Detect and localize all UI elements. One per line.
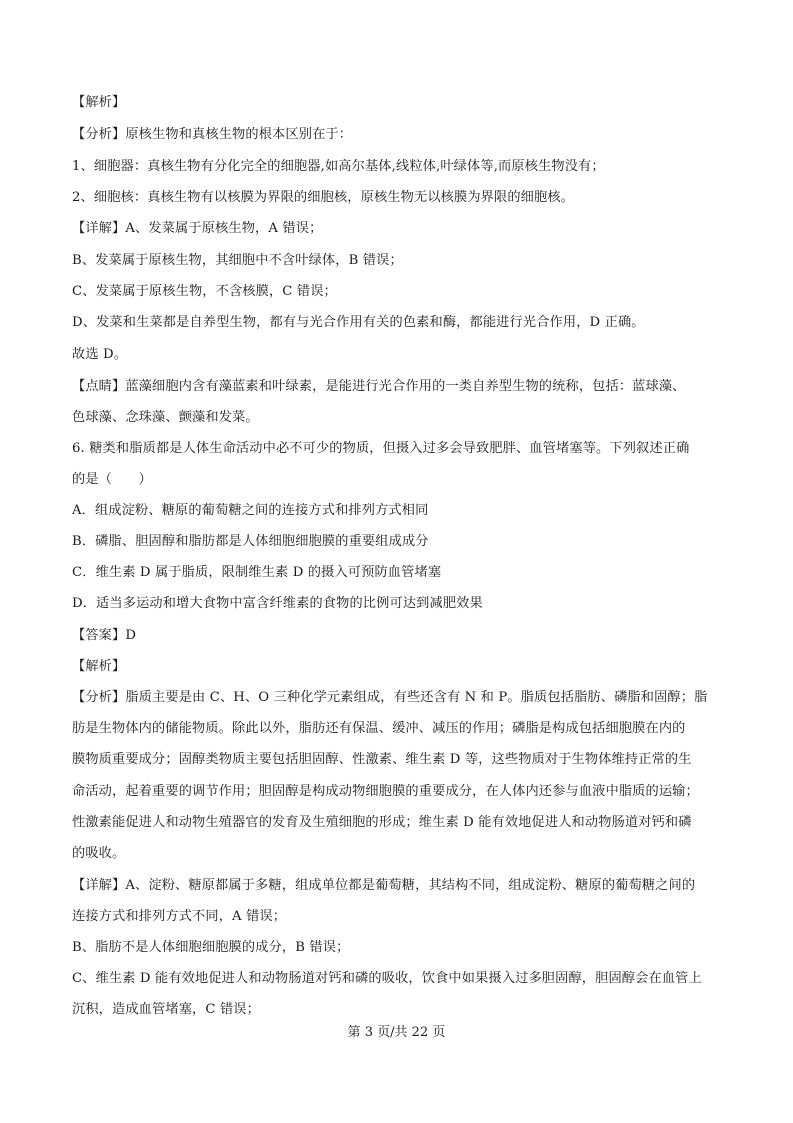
text-line: 命活动，起着重要的调节作用；胆固醇是构成动物细胞膜的重要成分，在人体内还参与血液中脂质的运输； <box>72 784 699 799</box>
question-stem: 的是（ ） <box>72 472 153 487</box>
page-footer: 第 3 页/共 22 页 <box>347 1025 446 1040</box>
text-line: 故选 D。 <box>72 347 128 362</box>
question-stem: 6. 糖类和脂质都是人体生命活动中必不可少的物质，但摄入过多会导致肥胖、血管堵塞等。下列叙述正确 <box>72 441 690 456</box>
text-line: 肪是生物体内的储能物质。除此以外，脂肪还有保温、缓冲、减压的作用；磷脂是构成包括细胞膜在内的 <box>72 721 686 736</box>
text-line: 【详解】A、淀粉、糖原都属于多糖，组成单位都是葡萄糖，其结构不同，组成淀粉、糖原的葡萄糖之间的 <box>72 878 696 893</box>
text-line: 膜物质重要成分；固醇类物质主要包括胆固醇、性激素、维生素 D 等，这些物质对于生物体维持正常的生 <box>72 752 692 767</box>
answer-line: 【答案】D <box>72 628 137 643</box>
text-line: 【点睛】蓝藻细胞内含有藻蓝素和叶绿素，是能进行光合作用的一类自养型生物的统称，包括：蓝球藻、 <box>72 379 686 394</box>
text-line: 【详解】A、发菜属于原核生物，A 错误； <box>72 221 323 236</box>
text-line: 1、细胞器：真核生物有分化完全的细胞器,如高尔基体,线粒体,叶绿体等,而原核生物没有； <box>72 159 605 174</box>
text-line: B、发菜属于原核生物，其细胞中不含叶绿体，B 错误； <box>72 253 403 268</box>
text-line: B、脂肪不是人体细胞细胞膜的成分，B 错误； <box>72 940 350 955</box>
text-line: C、维生素 D 能有效地促进人和动物肠道对钙和磷的吸收，饮食中如果摄入过多胆固醇，胆固醇会在血管上 <box>72 971 702 986</box>
text-line: C、发菜属于原核生物，不含核膜，C 错误； <box>72 284 337 299</box>
option-d: D．适当多运动和增大食物中富含纤维素的食物的比例可达到减肥效果 <box>72 596 483 611</box>
text-line: D、发菜和生菜都是自养型生物，都有与光合作用有关的色素和酶，都能进行光合作用，D 正确。 <box>72 315 645 330</box>
text-line: 的吸收。 <box>72 846 126 861</box>
text-line: 色球藻、念珠藻、颤藻和发菜。 <box>72 410 259 425</box>
section-heading-analysis: 【解析】 <box>72 659 126 674</box>
text-line: 性激素能促进人和动物生殖器官的发育及生殖细胞的形成；维生素 D 能有效地促进人和动物肠道对钙和磷 <box>72 815 692 830</box>
text-line: 【分析】原核生物和真核生物的根本区别在于： <box>72 127 353 142</box>
text-line: 2、细胞核：真核生物有以核膜为界限的细胞核，原核生物无以核膜为界限的细胞核。 <box>72 190 575 205</box>
option-c: C．维生素 D 属于脂质，限制维生素 D 的摄入可预防血管堵塞 <box>72 565 442 580</box>
option-a: A．组成淀粉、糖原的葡萄糖之间的连接方式和排列方式相同 <box>72 503 429 518</box>
option-b: B．磷脂、胆固醇和脂肪都是人体细胞细胞膜的重要组成成分 <box>72 534 429 549</box>
text-line: 沉积，造成血管堵塞，C 错误； <box>72 1002 260 1017</box>
section-heading-analysis: 【解析】 <box>72 95 126 110</box>
text-line: 连接方式和排列方式不同，A 错误； <box>72 909 287 924</box>
text-line: 【分析】脂质主要是由 C、H、O 三种化学元素组成，有些还含有 N 和 P。脂质包括脂肪、磷脂和固醇；脂 <box>72 690 708 705</box>
